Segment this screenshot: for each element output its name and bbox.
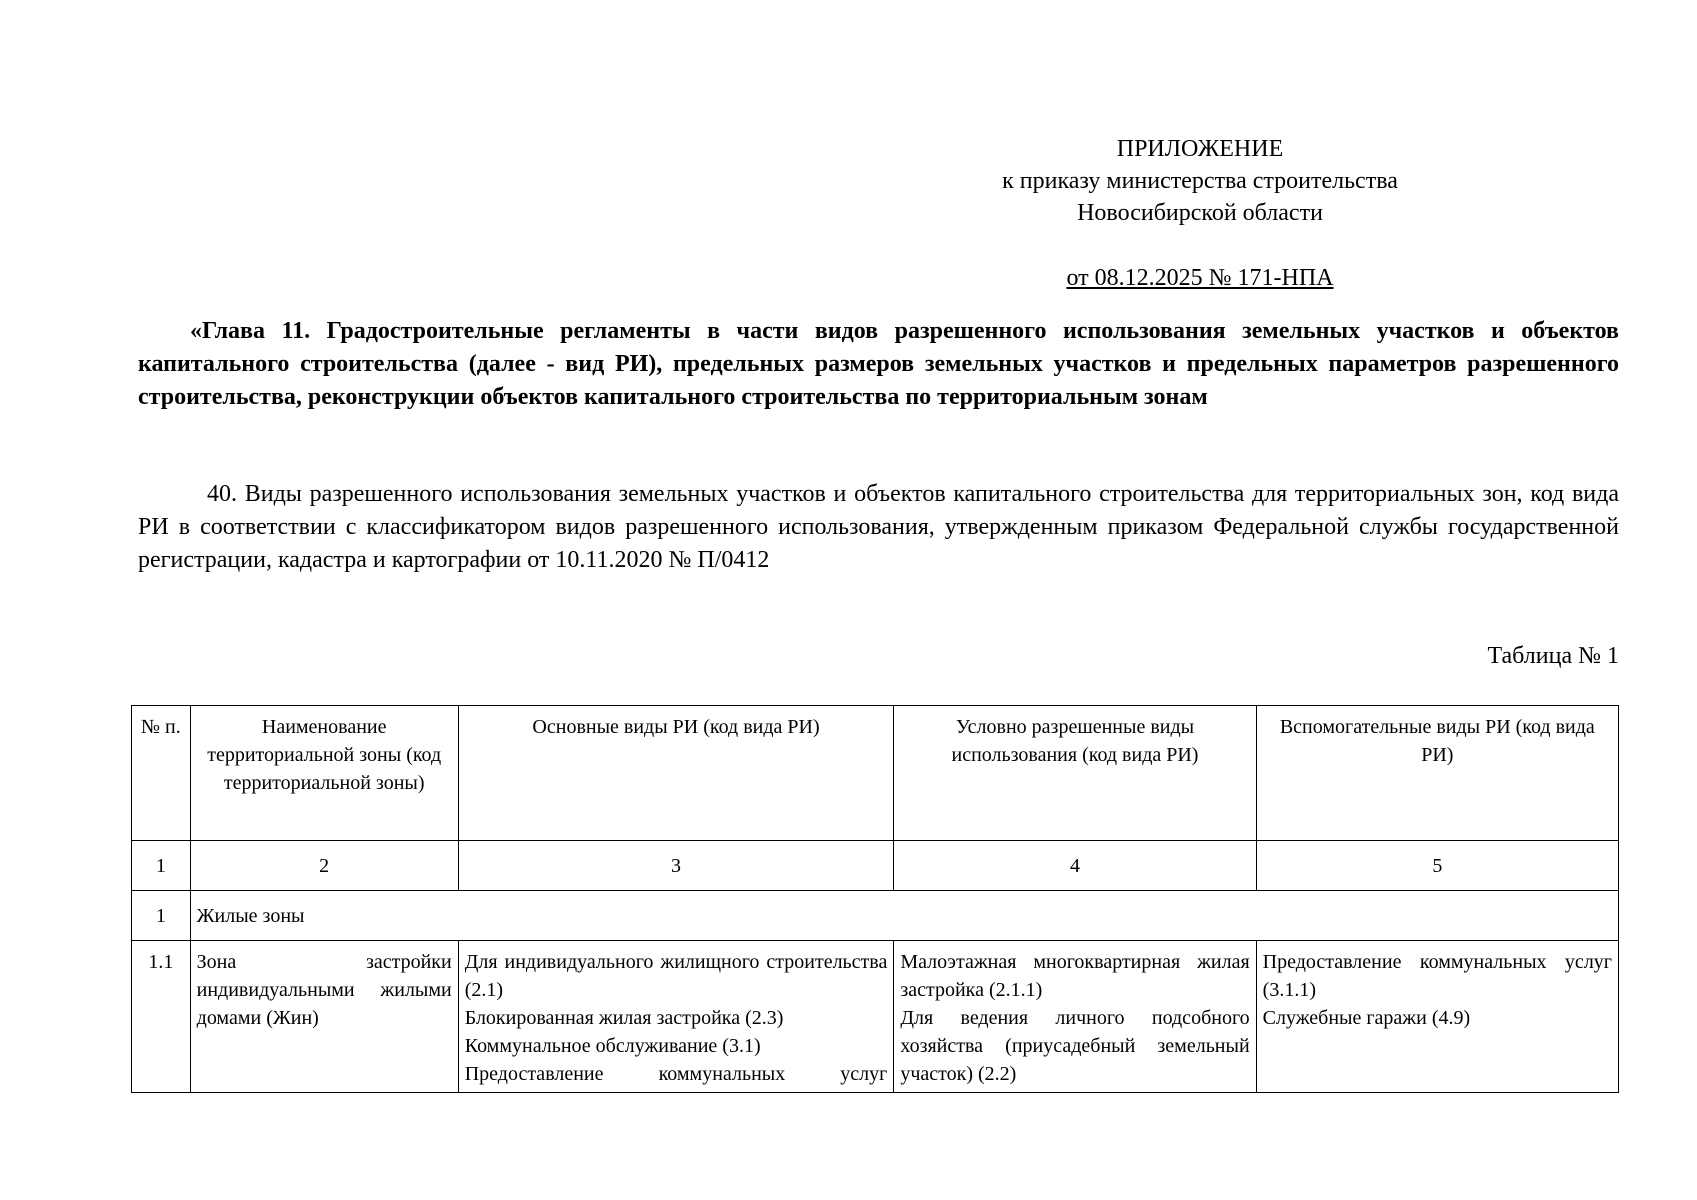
appendix-line-2: Новосибирской области xyxy=(1077,200,1323,226)
table-label: Таблица № 1 xyxy=(1487,643,1619,669)
column-number: 4 xyxy=(894,841,1256,891)
main-type-item: Предоставление коммунальных услуг xyxy=(464,1063,888,1085)
row-number: 1.1 xyxy=(132,941,191,1093)
table-header-row xyxy=(132,706,1619,841)
column-number: 2 xyxy=(190,841,458,891)
regulations-table xyxy=(131,705,1619,1093)
table-row xyxy=(132,941,1619,1093)
appendix-line-1: к приказу министерства строительства xyxy=(1002,168,1398,194)
header-number: № п. xyxy=(132,706,191,841)
order-reference: от 08.12.2025 № 171-НПА xyxy=(1066,265,1334,291)
header-zone-name: Наименование территориальной зоны (код территориальной зоны) xyxy=(190,706,458,841)
header-main-types: Основные виды РИ (код вида РИ) xyxy=(458,706,894,841)
zone-name-cell: Зона застройки индивидуальными жилыми домами (Жин) xyxy=(190,941,458,1093)
column-number: 1 xyxy=(132,841,191,891)
group-number: 1 xyxy=(132,891,191,941)
main-type-item: Блокированная жилая застройка (2.3) xyxy=(464,1007,784,1029)
auxiliary-types-cell xyxy=(1256,941,1618,1093)
header-conditional-types: Условно разрешенные виды использования (код вида РИ) xyxy=(894,706,1256,841)
appendix-title: ПРИЛОЖЕНИЕ xyxy=(1116,136,1284,162)
column-number-row xyxy=(132,841,1619,891)
group-name: Жилые зоны xyxy=(190,891,1618,941)
main-types-cell xyxy=(458,941,894,1093)
header-auxiliary-types: Вспомогательные виды РИ (код вида РИ) xyxy=(1256,706,1618,841)
appendix-header xyxy=(960,133,1440,229)
column-number: 5 xyxy=(1256,841,1618,891)
main-type-item: Коммунальное обслуживание (3.1) xyxy=(464,1035,761,1057)
conditional-type-item: Для ведения личного подсобного хозяйства (приусадебный земельный участок) (2.2) xyxy=(900,1007,1250,1085)
main-type-item: Для индивидуального жилищного строительства (2.1) xyxy=(464,951,888,1001)
conditional-types-cell xyxy=(894,941,1256,1093)
chapter-heading: «Глава 11. Градостроительные регламенты в части видов разрешенного использования земельных участков и объектов капитального строительства (далее - вид РИ), предельных размеров земельных участков и предельных параметров разрешенного строительства, реконструкции объектов капитального строительства по территориальным зонам xyxy=(138,318,1619,410)
group-row xyxy=(132,891,1619,941)
clause-40: 40. Виды разрешенного использования земельных участков и объектов капитального строительства для территориальных зон, код вида РИ в соответствии с классификатором видов разрешенного использования, утвержденным приказом Федеральной службы государственной регистрации, кадастра и картографии от 10.11.2020 № П/0412 xyxy=(138,481,1619,573)
column-number: 3 xyxy=(458,841,894,891)
conditional-type-item: Малоэтажная многоквартирная жилая застройка (2.1.1) xyxy=(900,951,1250,1001)
auxiliary-type-item: Служебные гаражи (4.9) xyxy=(1262,1007,1471,1029)
auxiliary-type-item: Предоставление коммунальных услуг (3.1.1) xyxy=(1262,951,1612,1001)
